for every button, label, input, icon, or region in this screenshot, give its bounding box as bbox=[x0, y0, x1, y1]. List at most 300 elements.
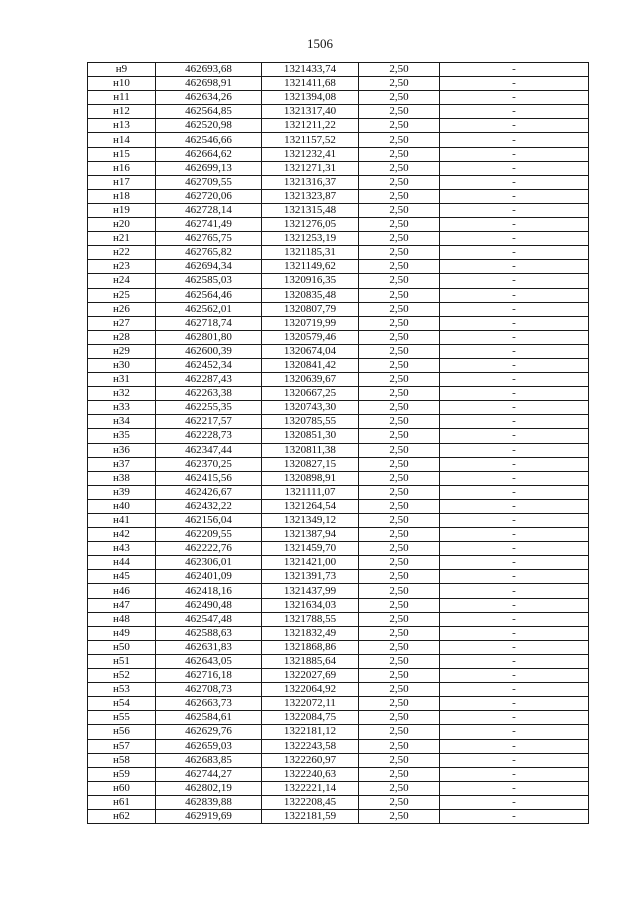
y-coordinate-cell: 1320639,67 bbox=[262, 373, 359, 387]
accuracy-cell: 2,50 bbox=[359, 330, 440, 344]
point-id-cell: н43 bbox=[88, 542, 156, 556]
point-id-cell: н27 bbox=[88, 316, 156, 330]
point-id-cell: н39 bbox=[88, 485, 156, 499]
accuracy-cell: 2,50 bbox=[359, 471, 440, 485]
y-coordinate-cell: 1321832,49 bbox=[262, 626, 359, 640]
table-row bbox=[88, 598, 589, 612]
page-number: 1506 bbox=[307, 36, 333, 51]
accuracy-cell: 2,50 bbox=[359, 683, 440, 697]
y-coordinate-cell: 1321459,70 bbox=[262, 542, 359, 556]
accuracy-cell: 2,50 bbox=[359, 781, 440, 795]
x-coordinate-cell: 462562,01 bbox=[156, 302, 262, 316]
x-coordinate-cell: 462222,76 bbox=[156, 542, 262, 556]
point-id-cell: н53 bbox=[88, 683, 156, 697]
y-coordinate-cell: 1321433,74 bbox=[262, 63, 359, 77]
table-row bbox=[88, 640, 589, 654]
table-row bbox=[88, 232, 589, 246]
note-cell: - bbox=[440, 471, 589, 485]
note-cell: - bbox=[440, 175, 589, 189]
point-id-cell: н13 bbox=[88, 119, 156, 133]
table-row bbox=[88, 344, 589, 358]
x-coordinate-cell: 462718,74 bbox=[156, 316, 262, 330]
x-coordinate-cell: 462287,43 bbox=[156, 373, 262, 387]
accuracy-cell: 2,50 bbox=[359, 203, 440, 217]
table-row bbox=[88, 316, 589, 330]
point-id-cell: н25 bbox=[88, 288, 156, 302]
x-coordinate-cell: 462643,05 bbox=[156, 654, 262, 668]
accuracy-cell: 2,50 bbox=[359, 640, 440, 654]
table-row bbox=[88, 119, 589, 133]
x-coordinate-cell: 462839,88 bbox=[156, 795, 262, 809]
table-row bbox=[88, 542, 589, 556]
table-row bbox=[88, 189, 589, 203]
point-id-cell: н59 bbox=[88, 767, 156, 781]
note-cell: - bbox=[440, 316, 589, 330]
x-coordinate-cell: 462629,76 bbox=[156, 725, 262, 739]
x-coordinate-cell: 462683,85 bbox=[156, 753, 262, 767]
note-cell: - bbox=[440, 218, 589, 232]
point-id-cell: н56 bbox=[88, 725, 156, 739]
table-row bbox=[88, 161, 589, 175]
table-row bbox=[88, 683, 589, 697]
point-id-cell: н46 bbox=[88, 584, 156, 598]
note-cell: - bbox=[440, 189, 589, 203]
y-coordinate-cell: 1322221,14 bbox=[262, 781, 359, 795]
x-coordinate-cell: 462664,62 bbox=[156, 147, 262, 161]
table-row bbox=[88, 387, 589, 401]
y-coordinate-cell: 1322084,75 bbox=[262, 711, 359, 725]
accuracy-cell: 2,50 bbox=[359, 528, 440, 542]
point-id-cell: н52 bbox=[88, 669, 156, 683]
accuracy-cell: 2,50 bbox=[359, 175, 440, 189]
note-cell: - bbox=[440, 697, 589, 711]
y-coordinate-cell: 1321868,86 bbox=[262, 640, 359, 654]
point-id-cell: н62 bbox=[88, 809, 156, 823]
note-cell: - bbox=[440, 485, 589, 499]
table-row bbox=[88, 781, 589, 795]
y-coordinate-cell: 1322208,45 bbox=[262, 795, 359, 809]
table-row bbox=[88, 358, 589, 372]
point-id-cell: н28 bbox=[88, 330, 156, 344]
x-coordinate-cell: 462547,48 bbox=[156, 612, 262, 626]
y-coordinate-cell: 1321253,19 bbox=[262, 232, 359, 246]
accuracy-cell: 2,50 bbox=[359, 63, 440, 77]
y-coordinate-cell: 1320719,99 bbox=[262, 316, 359, 330]
note-cell: - bbox=[440, 669, 589, 683]
note-cell: - bbox=[440, 358, 589, 372]
point-id-cell: н57 bbox=[88, 739, 156, 753]
x-coordinate-cell: 462801,80 bbox=[156, 330, 262, 344]
accuracy-cell: 2,50 bbox=[359, 570, 440, 584]
x-coordinate-cell: 462452,34 bbox=[156, 358, 262, 372]
point-id-cell: н10 bbox=[88, 77, 156, 91]
y-coordinate-cell: 1321317,40 bbox=[262, 105, 359, 119]
accuracy-cell: 2,50 bbox=[359, 119, 440, 133]
accuracy-cell: 2,50 bbox=[359, 246, 440, 260]
point-id-cell: н61 bbox=[88, 795, 156, 809]
y-coordinate-cell: 1322240,63 bbox=[262, 767, 359, 781]
table-row bbox=[88, 584, 589, 598]
note-cell: - bbox=[440, 725, 589, 739]
y-coordinate-cell: 1322181,12 bbox=[262, 725, 359, 739]
accuracy-cell: 2,50 bbox=[359, 105, 440, 119]
note-cell: - bbox=[440, 739, 589, 753]
x-coordinate-cell: 462585,03 bbox=[156, 274, 262, 288]
x-coordinate-cell: 462765,82 bbox=[156, 246, 262, 260]
x-coordinate-cell: 462741,49 bbox=[156, 218, 262, 232]
note-cell: - bbox=[440, 203, 589, 217]
accuracy-cell: 2,50 bbox=[359, 753, 440, 767]
note-cell: - bbox=[440, 711, 589, 725]
x-coordinate-cell: 462347,44 bbox=[156, 443, 262, 457]
accuracy-cell: 2,50 bbox=[359, 232, 440, 246]
point-id-cell: н9 bbox=[88, 63, 156, 77]
table-row bbox=[88, 246, 589, 260]
x-coordinate-cell: 462659,03 bbox=[156, 739, 262, 753]
accuracy-cell: 2,50 bbox=[359, 485, 440, 499]
x-coordinate-cell: 462432,22 bbox=[156, 499, 262, 513]
x-coordinate-cell: 462663,73 bbox=[156, 697, 262, 711]
y-coordinate-cell: 1322064,92 bbox=[262, 683, 359, 697]
table-row bbox=[88, 63, 589, 77]
accuracy-cell: 2,50 bbox=[359, 133, 440, 147]
note-cell: - bbox=[440, 63, 589, 77]
y-coordinate-cell: 1321232,41 bbox=[262, 147, 359, 161]
point-id-cell: н30 bbox=[88, 358, 156, 372]
y-coordinate-cell: 1320743,30 bbox=[262, 401, 359, 415]
note-cell: - bbox=[440, 429, 589, 443]
accuracy-cell: 2,50 bbox=[359, 725, 440, 739]
accuracy-cell: 2,50 bbox=[359, 147, 440, 161]
accuracy-cell: 2,50 bbox=[359, 654, 440, 668]
x-coordinate-cell: 462490,48 bbox=[156, 598, 262, 612]
table-row bbox=[88, 443, 589, 457]
accuracy-cell: 2,50 bbox=[359, 739, 440, 753]
accuracy-cell: 2,50 bbox=[359, 387, 440, 401]
x-coordinate-cell: 462716,18 bbox=[156, 669, 262, 683]
note-cell: - bbox=[440, 499, 589, 513]
y-coordinate-cell: 1322243,58 bbox=[262, 739, 359, 753]
table-row bbox=[88, 429, 589, 443]
table-row bbox=[88, 753, 589, 767]
y-coordinate-cell: 1321157,52 bbox=[262, 133, 359, 147]
table-row bbox=[88, 330, 589, 344]
table-row bbox=[88, 654, 589, 668]
y-coordinate-cell: 1321387,94 bbox=[262, 528, 359, 542]
point-id-cell: н12 bbox=[88, 105, 156, 119]
accuracy-cell: 2,50 bbox=[359, 809, 440, 823]
point-id-cell: н21 bbox=[88, 232, 156, 246]
x-coordinate-cell: 462306,01 bbox=[156, 556, 262, 570]
y-coordinate-cell: 1321391,73 bbox=[262, 570, 359, 584]
y-coordinate-cell: 1321788,55 bbox=[262, 612, 359, 626]
x-coordinate-cell: 462370,25 bbox=[156, 457, 262, 471]
note-cell: - bbox=[440, 753, 589, 767]
y-coordinate-cell: 1321111,07 bbox=[262, 485, 359, 499]
point-id-cell: н34 bbox=[88, 415, 156, 429]
table-row bbox=[88, 91, 589, 105]
note-cell: - bbox=[440, 373, 589, 387]
table-row bbox=[88, 105, 589, 119]
x-coordinate-cell: 462744,27 bbox=[156, 767, 262, 781]
point-id-cell: н33 bbox=[88, 401, 156, 415]
note-cell: - bbox=[440, 767, 589, 781]
table-row bbox=[88, 725, 589, 739]
note-cell: - bbox=[440, 795, 589, 809]
note-cell: - bbox=[440, 654, 589, 668]
note-cell: - bbox=[440, 556, 589, 570]
y-coordinate-cell: 1322072,11 bbox=[262, 697, 359, 711]
y-coordinate-cell: 1321264,54 bbox=[262, 499, 359, 513]
y-coordinate-cell: 1320851,30 bbox=[262, 429, 359, 443]
point-id-cell: н44 bbox=[88, 556, 156, 570]
y-coordinate-cell: 1320807,79 bbox=[262, 302, 359, 316]
note-cell: - bbox=[440, 809, 589, 823]
note-cell: - bbox=[440, 457, 589, 471]
table-row bbox=[88, 457, 589, 471]
table-row bbox=[88, 809, 589, 823]
x-coordinate-cell: 462709,55 bbox=[156, 175, 262, 189]
table-row bbox=[88, 739, 589, 753]
note-cell: - bbox=[440, 147, 589, 161]
accuracy-cell: 2,50 bbox=[359, 415, 440, 429]
note-cell: - bbox=[440, 401, 589, 415]
table-row bbox=[88, 711, 589, 725]
y-coordinate-cell: 1320785,55 bbox=[262, 415, 359, 429]
accuracy-cell: 2,50 bbox=[359, 499, 440, 513]
x-coordinate-cell: 462698,91 bbox=[156, 77, 262, 91]
x-coordinate-cell: 462588,63 bbox=[156, 626, 262, 640]
accuracy-cell: 2,50 bbox=[359, 161, 440, 175]
accuracy-cell: 2,50 bbox=[359, 260, 440, 274]
note-cell: - bbox=[440, 781, 589, 795]
accuracy-cell: 2,50 bbox=[359, 358, 440, 372]
x-coordinate-cell: 462564,85 bbox=[156, 105, 262, 119]
table-row bbox=[88, 274, 589, 288]
coordinates-table-body bbox=[88, 63, 589, 824]
point-id-cell: н50 bbox=[88, 640, 156, 654]
table-row bbox=[88, 556, 589, 570]
note-cell: - bbox=[440, 161, 589, 175]
table-row bbox=[88, 218, 589, 232]
coordinates-table bbox=[87, 62, 589, 824]
table-row bbox=[88, 485, 589, 499]
accuracy-cell: 2,50 bbox=[359, 189, 440, 203]
x-coordinate-cell: 462546,66 bbox=[156, 133, 262, 147]
point-id-cell: н42 bbox=[88, 528, 156, 542]
note-cell: - bbox=[440, 91, 589, 105]
note-cell: - bbox=[440, 598, 589, 612]
point-id-cell: н55 bbox=[88, 711, 156, 725]
y-coordinate-cell: 1320579,46 bbox=[262, 330, 359, 344]
accuracy-cell: 2,50 bbox=[359, 344, 440, 358]
y-coordinate-cell: 1320827,15 bbox=[262, 457, 359, 471]
note-cell: - bbox=[440, 274, 589, 288]
table-row bbox=[88, 133, 589, 147]
table-row bbox=[88, 514, 589, 528]
accuracy-cell: 2,50 bbox=[359, 288, 440, 302]
x-coordinate-cell: 462263,38 bbox=[156, 387, 262, 401]
table-row bbox=[88, 795, 589, 809]
x-coordinate-cell: 462694,34 bbox=[156, 260, 262, 274]
accuracy-cell: 2,50 bbox=[359, 514, 440, 528]
x-coordinate-cell: 462418,16 bbox=[156, 584, 262, 598]
y-coordinate-cell: 1321634,03 bbox=[262, 598, 359, 612]
y-coordinate-cell: 1321149,62 bbox=[262, 260, 359, 274]
point-id-cell: н60 bbox=[88, 781, 156, 795]
accuracy-cell: 2,50 bbox=[359, 556, 440, 570]
x-coordinate-cell: 462765,75 bbox=[156, 232, 262, 246]
x-coordinate-cell: 462564,46 bbox=[156, 288, 262, 302]
accuracy-cell: 2,50 bbox=[359, 669, 440, 683]
point-id-cell: н20 bbox=[88, 218, 156, 232]
point-id-cell: н22 bbox=[88, 246, 156, 260]
accuracy-cell: 2,50 bbox=[359, 598, 440, 612]
accuracy-cell: 2,50 bbox=[359, 373, 440, 387]
accuracy-cell: 2,50 bbox=[359, 401, 440, 415]
x-coordinate-cell: 462217,57 bbox=[156, 415, 262, 429]
accuracy-cell: 2,50 bbox=[359, 584, 440, 598]
accuracy-cell: 2,50 bbox=[359, 626, 440, 640]
point-id-cell: н14 bbox=[88, 133, 156, 147]
accuracy-cell: 2,50 bbox=[359, 542, 440, 556]
point-id-cell: н26 bbox=[88, 302, 156, 316]
table-row bbox=[88, 415, 589, 429]
table-row bbox=[88, 626, 589, 640]
y-coordinate-cell: 1321316,37 bbox=[262, 175, 359, 189]
accuracy-cell: 2,50 bbox=[359, 711, 440, 725]
point-id-cell: н18 bbox=[88, 189, 156, 203]
table-row bbox=[88, 499, 589, 513]
y-coordinate-cell: 1322181,59 bbox=[262, 809, 359, 823]
x-coordinate-cell: 462426,67 bbox=[156, 485, 262, 499]
y-coordinate-cell: 1321394,08 bbox=[262, 91, 359, 105]
accuracy-cell: 2,50 bbox=[359, 91, 440, 105]
accuracy-cell: 2,50 bbox=[359, 457, 440, 471]
note-cell: - bbox=[440, 443, 589, 457]
x-coordinate-cell: 462228,73 bbox=[156, 429, 262, 443]
table-row bbox=[88, 401, 589, 415]
accuracy-cell: 2,50 bbox=[359, 795, 440, 809]
note-cell: - bbox=[440, 387, 589, 401]
point-id-cell: н37 bbox=[88, 457, 156, 471]
point-id-cell: н19 bbox=[88, 203, 156, 217]
note-cell: - bbox=[440, 570, 589, 584]
note-cell: - bbox=[440, 133, 589, 147]
table-row bbox=[88, 77, 589, 91]
note-cell: - bbox=[440, 77, 589, 91]
point-id-cell: н36 bbox=[88, 443, 156, 457]
table-row bbox=[88, 570, 589, 584]
y-coordinate-cell: 1320835,48 bbox=[262, 288, 359, 302]
point-id-cell: н23 bbox=[88, 260, 156, 274]
note-cell: - bbox=[440, 232, 589, 246]
accuracy-cell: 2,50 bbox=[359, 612, 440, 626]
table-row bbox=[88, 260, 589, 274]
table-row bbox=[88, 767, 589, 781]
note-cell: - bbox=[440, 415, 589, 429]
note-cell: - bbox=[440, 542, 589, 556]
accuracy-cell: 2,50 bbox=[359, 443, 440, 457]
point-id-cell: н45 bbox=[88, 570, 156, 584]
point-id-cell: н11 bbox=[88, 91, 156, 105]
x-coordinate-cell: 462919,69 bbox=[156, 809, 262, 823]
x-coordinate-cell: 462699,13 bbox=[156, 161, 262, 175]
note-cell: - bbox=[440, 528, 589, 542]
point-id-cell: н24 bbox=[88, 274, 156, 288]
x-coordinate-cell: 462631,83 bbox=[156, 640, 262, 654]
x-coordinate-cell: 462255,35 bbox=[156, 401, 262, 415]
point-id-cell: н15 bbox=[88, 147, 156, 161]
note-cell: - bbox=[440, 260, 589, 274]
y-coordinate-cell: 1320841,42 bbox=[262, 358, 359, 372]
point-id-cell: н17 bbox=[88, 175, 156, 189]
y-coordinate-cell: 1321437,99 bbox=[262, 584, 359, 598]
x-coordinate-cell: 462720,06 bbox=[156, 189, 262, 203]
x-coordinate-cell: 462693,68 bbox=[156, 63, 262, 77]
y-coordinate-cell: 1322027,69 bbox=[262, 669, 359, 683]
y-coordinate-cell: 1320667,25 bbox=[262, 387, 359, 401]
point-id-cell: н16 bbox=[88, 161, 156, 175]
accuracy-cell: 2,50 bbox=[359, 274, 440, 288]
table-row bbox=[88, 302, 589, 316]
table-row bbox=[88, 288, 589, 302]
table-row bbox=[88, 373, 589, 387]
x-coordinate-cell: 462520,98 bbox=[156, 119, 262, 133]
table-row bbox=[88, 612, 589, 626]
point-id-cell: н49 bbox=[88, 626, 156, 640]
table-row bbox=[88, 697, 589, 711]
note-cell: - bbox=[440, 302, 589, 316]
y-coordinate-cell: 1321885,64 bbox=[262, 654, 359, 668]
y-coordinate-cell: 1321211,22 bbox=[262, 119, 359, 133]
x-coordinate-cell: 462634,26 bbox=[156, 91, 262, 105]
note-cell: - bbox=[440, 288, 589, 302]
y-coordinate-cell: 1321411,68 bbox=[262, 77, 359, 91]
x-coordinate-cell: 462401,09 bbox=[156, 570, 262, 584]
x-coordinate-cell: 462802,19 bbox=[156, 781, 262, 795]
note-cell: - bbox=[440, 105, 589, 119]
x-coordinate-cell: 462708,73 bbox=[156, 683, 262, 697]
x-coordinate-cell: 462600,39 bbox=[156, 344, 262, 358]
accuracy-cell: 2,50 bbox=[359, 302, 440, 316]
point-id-cell: н47 bbox=[88, 598, 156, 612]
note-cell: - bbox=[440, 640, 589, 654]
y-coordinate-cell: 1320898,91 bbox=[262, 471, 359, 485]
note-cell: - bbox=[440, 626, 589, 640]
accuracy-cell: 2,50 bbox=[359, 77, 440, 91]
point-id-cell: н35 bbox=[88, 429, 156, 443]
note-cell: - bbox=[440, 584, 589, 598]
y-coordinate-cell: 1320674,04 bbox=[262, 344, 359, 358]
accuracy-cell: 2,50 bbox=[359, 767, 440, 781]
note-cell: - bbox=[440, 514, 589, 528]
point-id-cell: н38 bbox=[88, 471, 156, 485]
point-id-cell: н48 bbox=[88, 612, 156, 626]
accuracy-cell: 2,50 bbox=[359, 429, 440, 443]
note-cell: - bbox=[440, 612, 589, 626]
note-cell: - bbox=[440, 330, 589, 344]
x-coordinate-cell: 462728,14 bbox=[156, 203, 262, 217]
x-coordinate-cell: 462209,55 bbox=[156, 528, 262, 542]
table-row bbox=[88, 147, 589, 161]
y-coordinate-cell: 1321276,05 bbox=[262, 218, 359, 232]
accuracy-cell: 2,50 bbox=[359, 316, 440, 330]
y-coordinate-cell: 1321271,31 bbox=[262, 161, 359, 175]
y-coordinate-cell: 1320916,35 bbox=[262, 274, 359, 288]
y-coordinate-cell: 1321421,00 bbox=[262, 556, 359, 570]
table-row bbox=[88, 528, 589, 542]
